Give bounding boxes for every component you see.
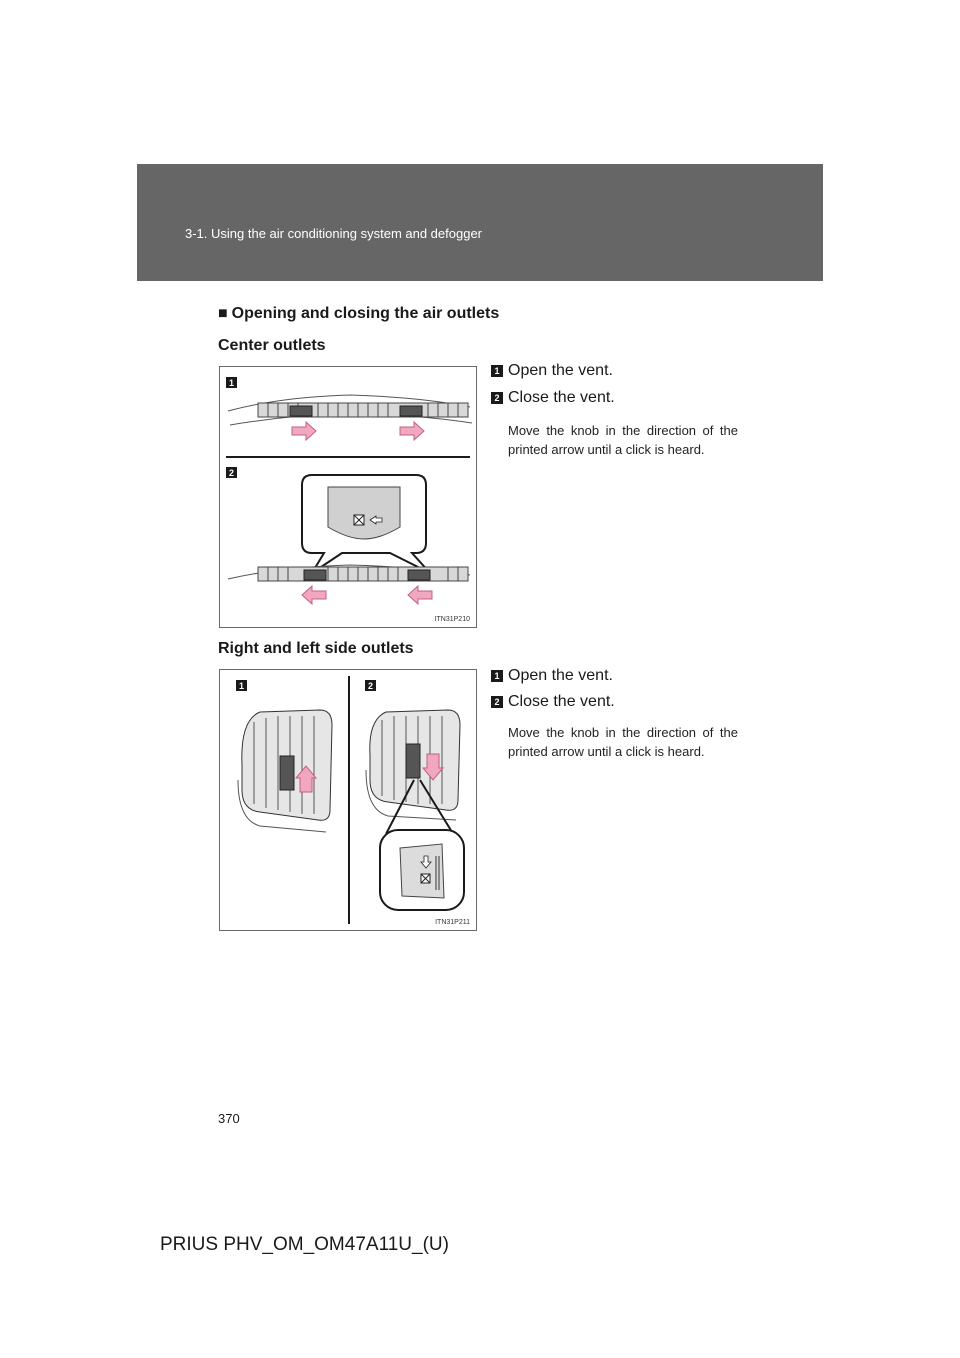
section-title	[218, 305, 499, 323]
svg-text:1: 1	[228, 378, 235, 388]
step-text: Close the vent.	[508, 693, 615, 710]
side-outlets-figure	[219, 669, 477, 931]
footer-document-code: PRIUS PHV_OM_OM47A11U_(U)	[160, 1234, 449, 1255]
step-number-badge: 2	[491, 392, 503, 404]
page-number: 370	[218, 1111, 240, 1126]
svg-text:2: 2	[228, 468, 235, 478]
header-band	[137, 164, 823, 281]
side-outlets-illustration	[220, 670, 476, 930]
section-header: 3-1. Using the air conditioning system and defogger	[185, 226, 483, 241]
step-number-badge: 1	[491, 670, 503, 682]
step-text: Close the vent.	[508, 389, 615, 406]
center-note: Move the knob in the direction of the printed arrow until a click is heard.	[508, 423, 738, 457]
step-number-badge: 2	[491, 696, 503, 708]
side-step-1	[491, 667, 613, 685]
center-outlets-figure	[219, 366, 477, 628]
center-outlets-illustration	[220, 367, 476, 627]
svg-text:2: 2	[367, 681, 374, 691]
svg-text:1: 1	[238, 681, 245, 691]
section-title-text: Opening and closing the air outlets	[231, 305, 500, 322]
figure-code: ITN31P210	[434, 616, 470, 623]
section-marker: ■	[218, 305, 228, 322]
center-outlets-heading: Center outlets	[218, 337, 326, 354]
step-text: Open the vent.	[508, 362, 613, 379]
center-step-1	[491, 362, 613, 380]
step-number-badge: 1	[491, 365, 503, 377]
side-outlets-heading: Right and left side outlets	[218, 640, 414, 657]
side-step-2	[491, 693, 615, 711]
side-note: Move the knob in the direction of the printed arrow until a click is heard.	[508, 725, 738, 759]
step-text: Open the vent.	[508, 667, 613, 684]
center-step-2	[491, 389, 615, 407]
figure-code: ITN31P211	[435, 919, 470, 926]
